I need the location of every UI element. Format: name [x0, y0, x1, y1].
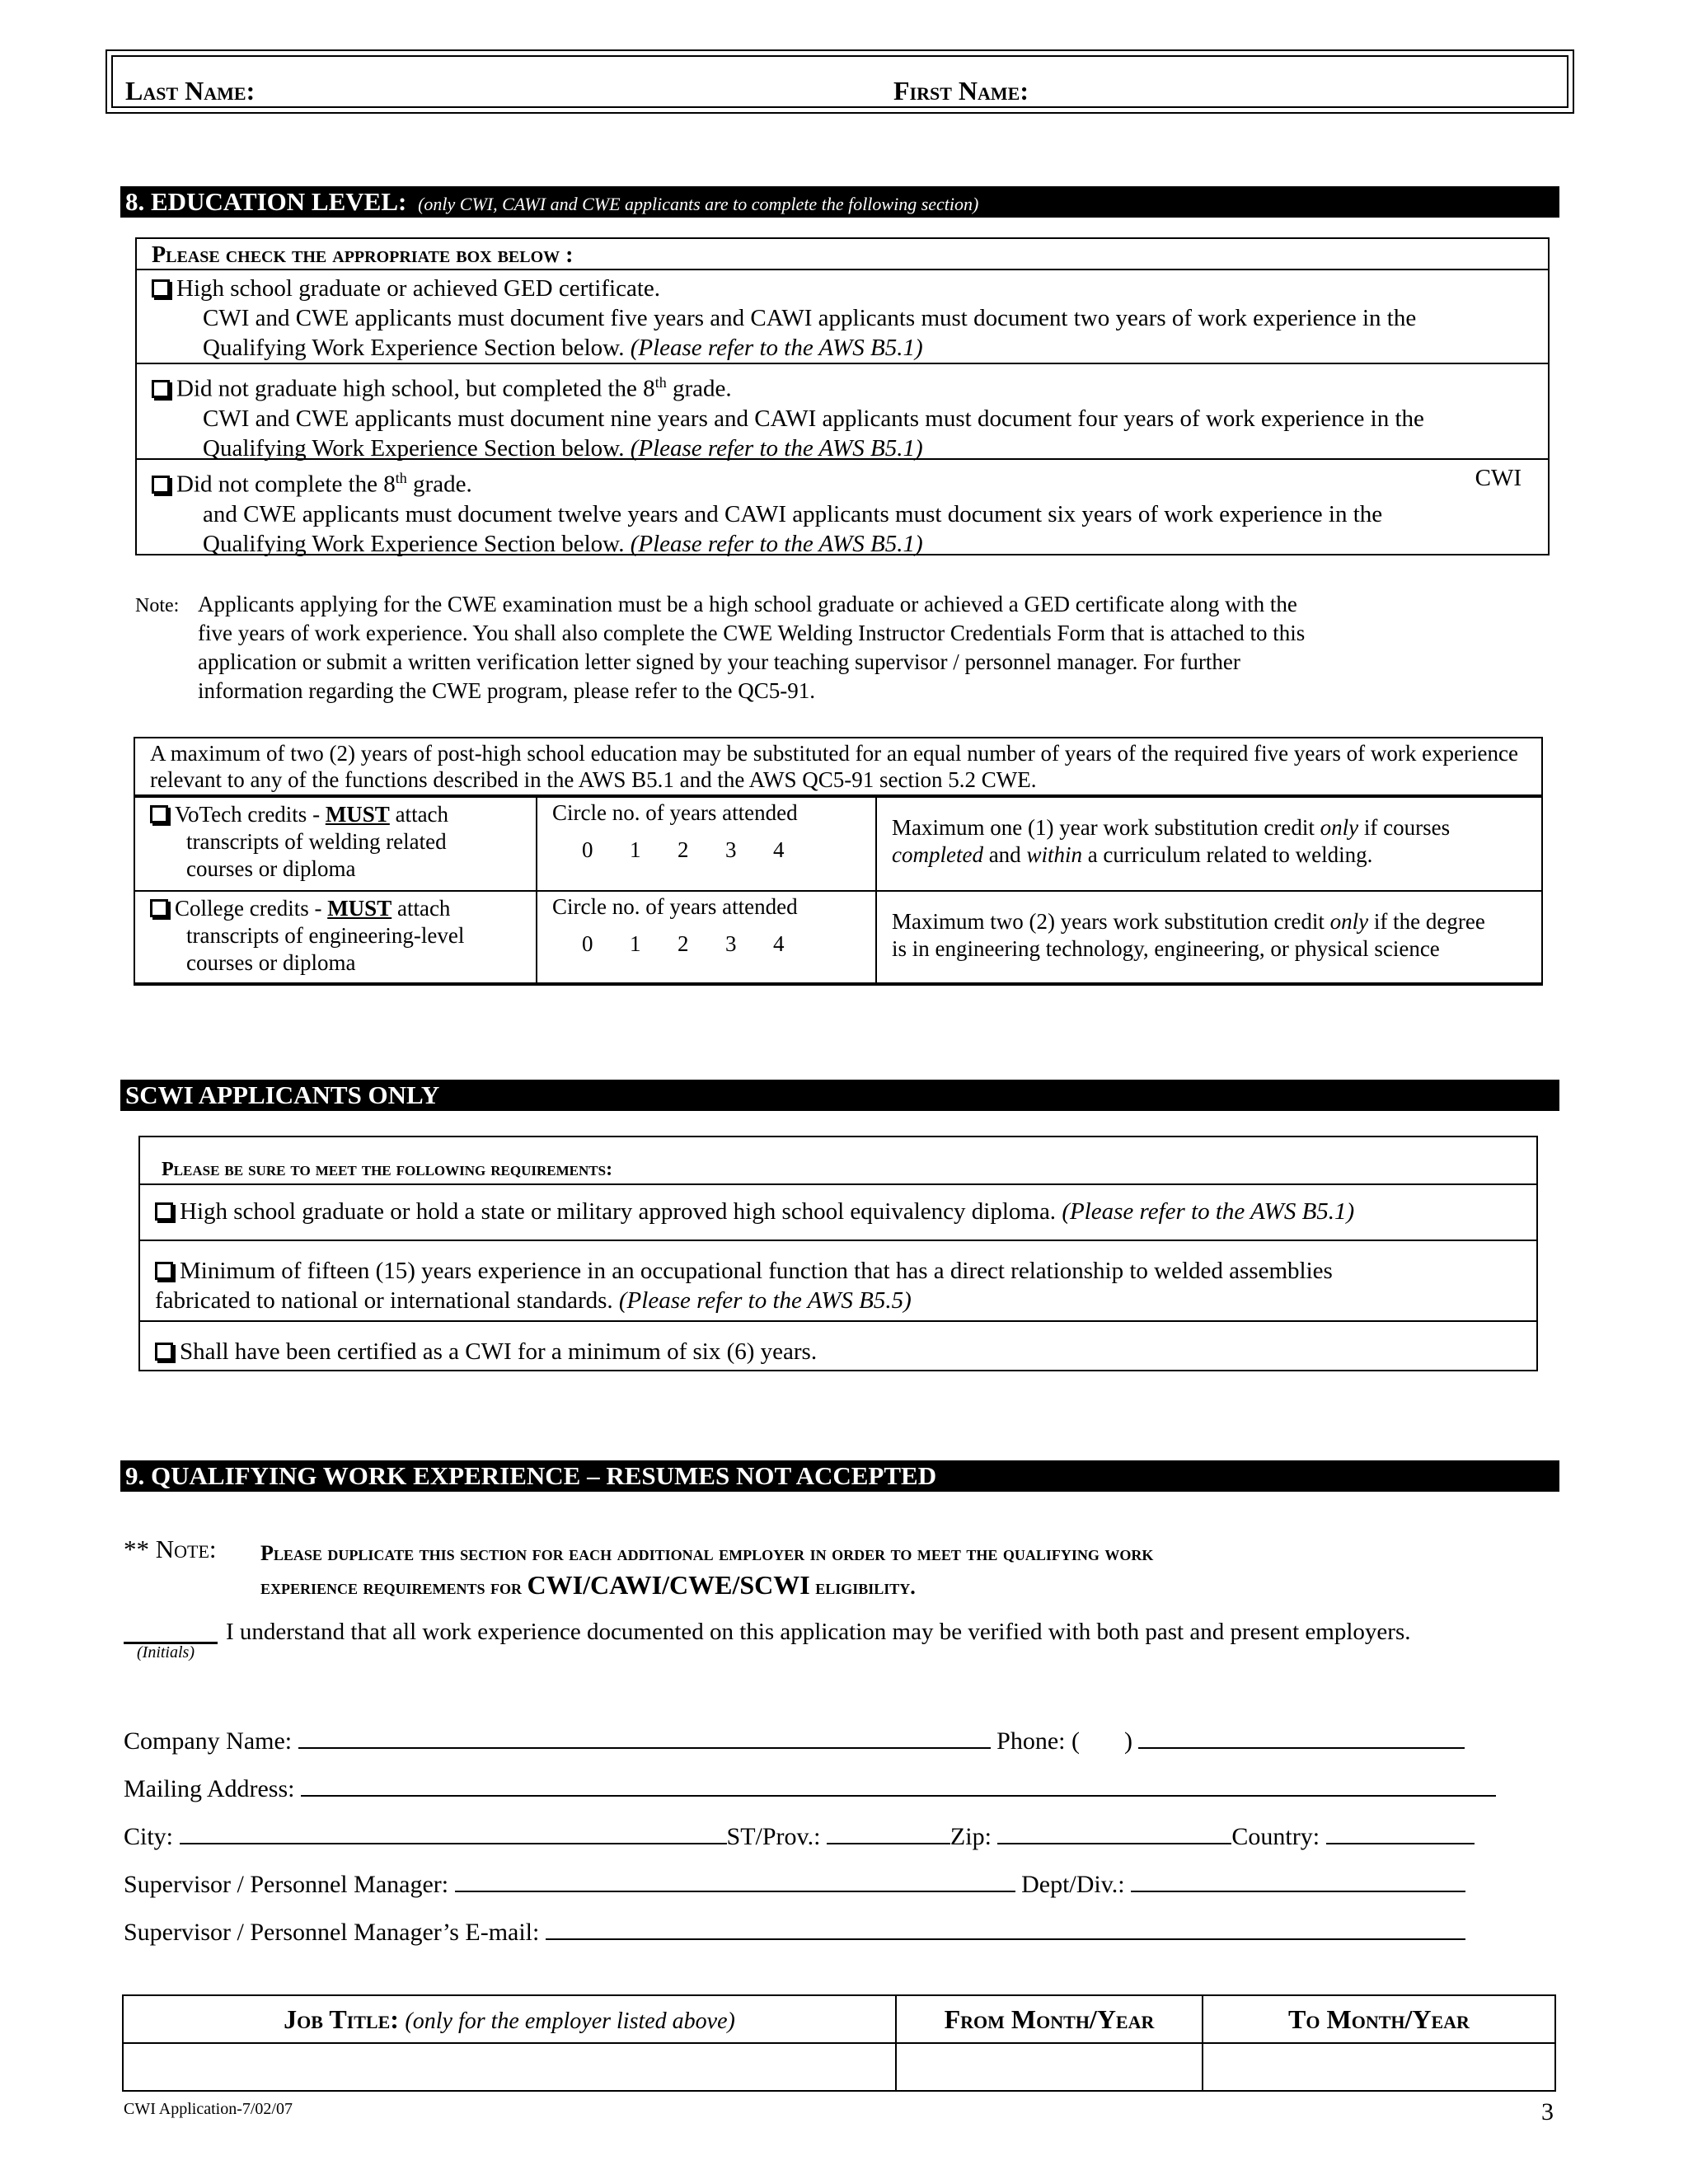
- education-section-heading: [120, 186, 1559, 218]
- credit-label-line: courses or diploma: [186, 950, 356, 975]
- mailing-input[interactable]: [301, 1774, 1496, 1797]
- note-label: Note:: [135, 595, 180, 616]
- option-line: Qualifying Work Experience Section below.: [203, 530, 625, 557]
- to-cell[interactable]: [1203, 2043, 1555, 2091]
- phone-label: Phone: (: [996, 1727, 1080, 1755]
- option-ref: (Please refer to the AWS B5.1): [630, 434, 923, 462]
- phone-input[interactable]: [1138, 1726, 1465, 1749]
- work-note: [124, 1535, 217, 1564]
- company-input[interactable]: [298, 1726, 991, 1749]
- note-line: information regarding the CWE program, please refer to the QC5-91.: [198, 678, 815, 703]
- checkbox-icon[interactable]: [155, 1343, 173, 1361]
- option-title: High school graduate or achieved GED certificate.: [176, 275, 660, 302]
- credit-label: VoTech credits -: [175, 802, 326, 827]
- scwi-item-2: [140, 1241, 1536, 1322]
- email-label: Supervisor / Personnel Manager’s E-mail:: [124, 1919, 540, 1946]
- city-label: City:: [124, 1823, 174, 1850]
- city-input[interactable]: [180, 1821, 727, 1844]
- supervisor-row: [124, 1869, 1465, 1899]
- page-number: 3: [1541, 2098, 1554, 2125]
- last-name-label: Last Name:: [125, 76, 256, 105]
- education-option-1: [137, 270, 1548, 364]
- check-label: Please check the appropriate box below :: [137, 239, 1548, 270]
- company-row: [124, 1726, 1465, 1755]
- education-note: [135, 590, 1305, 705]
- option-sup: th: [654, 374, 667, 391]
- year-option[interactable]: 2: [678, 837, 689, 862]
- option-line: and CWE applicants must document twelve years and CAWI applicants must document six years of work experience in the: [203, 500, 1383, 527]
- zip-input[interactable]: [997, 1821, 1231, 1844]
- scwi-item-ref: (Please refer to the AWS B5.1): [1062, 1198, 1355, 1225]
- scwi-requirements-box: [138, 1136, 1538, 1371]
- desc-text: Maximum two (2) years work substitution credit: [892, 909, 1330, 934]
- st-label: ST/Prov.:: [726, 1823, 821, 1850]
- dept-input[interactable]: [1131, 1869, 1465, 1892]
- year-option[interactable]: 1: [630, 931, 641, 956]
- to-header: To Month/Year: [1288, 2004, 1470, 2034]
- work-note-text: [260, 1538, 1153, 1603]
- work-note-label: ** Note:: [124, 1535, 217, 1563]
- scwi-item-text: High school graduate or hold a state or military approved high school equivalency diploma.: [180, 1198, 1057, 1225]
- desc-within: within: [1026, 842, 1082, 867]
- desc-text: is in engineering technology, engineering, or physical science: [892, 936, 1440, 961]
- desc-completed: completed: [892, 842, 983, 867]
- form-id: CWI Application-7/02/07: [124, 2100, 293, 2118]
- option-line: Qualifying Work Experience Section below.: [203, 434, 625, 462]
- credit-label-post: attach: [392, 896, 451, 921]
- name-header-box: [106, 49, 1574, 114]
- option-line: CWI and CWE applicants must document nine years and CAWI applicants must document four years of work experience in the: [203, 405, 1424, 432]
- work-note-line: experience requirements for: [260, 1575, 528, 1599]
- table-row: [134, 891, 1542, 983]
- st-input[interactable]: [827, 1821, 950, 1844]
- credit-label-line: transcripts of welding related: [186, 829, 447, 854]
- scwi-item-1: [140, 1185, 1536, 1241]
- education-heading-note: (only CWI, CAWI and CWE applicants are to complete the following section): [418, 194, 979, 214]
- note-line: five years of work experience. You shall also complete the CWE Welding Instructor Credentials Form that is attached to this: [198, 621, 1306, 645]
- table-row: [123, 1995, 1555, 2043]
- note-line: application or submit a written verification letter signed by your teaching supervisor / personnel manager. For further: [198, 649, 1240, 674]
- company-label: Company Name:: [124, 1727, 293, 1755]
- supervisor-label: Supervisor / Personnel Manager:: [124, 1871, 449, 1898]
- checkbox-icon[interactable]: [155, 1262, 173, 1280]
- scwi-item-text: fabricated to national or international standards.: [155, 1287, 613, 1314]
- year-option[interactable]: 4: [773, 931, 785, 956]
- desc-only: only: [1320, 815, 1359, 840]
- substitution-intro: A maximum of two (2) years of post-high school education may be substituted for an equal number of years of the required five years of work experience relevant to any of the functions described in the AWS B5.1 and the AWS QC5-91 section 5.2 CWE.: [135, 738, 1541, 796]
- education-option-3: [137, 460, 1548, 559]
- option-sup: th: [395, 470, 407, 486]
- education-option-2: [137, 364, 1548, 460]
- option-line: Qualifying Work Experience Section below.: [203, 335, 625, 361]
- checkbox-icon[interactable]: [152, 279, 170, 298]
- credit-label-post: attach: [389, 802, 449, 827]
- job-title-note: (only for the employer listed above): [405, 2008, 735, 2034]
- mailing-row: [124, 1774, 1496, 1803]
- year-option[interactable]: 3: [725, 931, 737, 956]
- city-row: [124, 1821, 1475, 1851]
- desc-text: and: [982, 842, 1027, 867]
- year-option[interactable]: 0: [582, 837, 593, 862]
- desc-text: a curriculum related to welding.: [1081, 842, 1373, 867]
- credit-label-line: courses or diploma: [186, 856, 356, 881]
- work-section-heading: [120, 1460, 1559, 1492]
- dept-label: Dept/Div.:: [1021, 1871, 1125, 1898]
- country-input[interactable]: [1326, 1821, 1475, 1844]
- scwi-heading-text: SCWI APPLICANTS ONLY: [125, 1080, 440, 1109]
- option-right-text: CWI: [1475, 465, 1522, 491]
- year-option[interactable]: 0: [582, 931, 593, 956]
- option-ref: (Please refer to the AWS B5.1): [630, 335, 923, 361]
- scwi-req-label: Please be sure to meet the following requirements:: [162, 1159, 613, 1180]
- option-title: Did not graduate high school, but completed the 8: [176, 375, 655, 402]
- year-option[interactable]: 1: [630, 837, 641, 862]
- year-option[interactable]: 4: [773, 837, 785, 862]
- from-header: From Month/Year: [944, 2004, 1155, 2034]
- checkbox-icon[interactable]: [155, 1202, 173, 1221]
- work-note-line: Please duplicate this section for each additional employer in order to meet the qualifying work: [260, 1541, 1154, 1565]
- must-text: MUST: [327, 896, 392, 921]
- table-row: [123, 2043, 1555, 2091]
- work-note-line: eligibility.: [809, 1575, 916, 1599]
- scwi-item-text: Shall have been certified as a CWI for a minimum of six (6) years.: [180, 1338, 818, 1365]
- desc-text: Maximum one (1) year work substitution credit: [892, 815, 1320, 840]
- desc-text: if courses: [1358, 815, 1451, 840]
- option-title-post: grade.: [666, 375, 732, 402]
- email-row: [124, 1917, 1465, 1947]
- option-title-post: grade.: [406, 471, 472, 498]
- substitution-box: [134, 737, 1543, 986]
- table-row: [134, 797, 1542, 891]
- first-name-label: First Name:: [893, 76, 1029, 105]
- education-heading-text: 8. EDUCATION LEVEL:: [125, 187, 407, 216]
- work-note-big: CWI/CAWI/CWE/SCWI: [527, 1570, 810, 1600]
- checkbox-icon[interactable]: [150, 899, 168, 917]
- from-cell[interactable]: [896, 2043, 1203, 2091]
- checkbox-icon[interactable]: [150, 805, 168, 823]
- credit-label: College credits -: [175, 896, 328, 921]
- scwi-section-heading: [120, 1080, 1559, 1111]
- initials-label: (Initials): [137, 1643, 195, 1661]
- must-text: MUST: [325, 802, 390, 827]
- scwi-item-ref: (Please refer to the AWS B5.5): [618, 1287, 912, 1314]
- job-table: [122, 1994, 1556, 2092]
- education-options-box: [135, 237, 1550, 555]
- checkbox-icon[interactable]: [152, 380, 170, 398]
- job-title-cell[interactable]: [123, 2043, 896, 2091]
- work-heading-text: 9. QUALIFYING WORK EXPERIENCE – RESUMES NOT ACCEPTED: [125, 1461, 937, 1490]
- job-title-header: Job Title:: [284, 2004, 399, 2034]
- year-option[interactable]: 2: [678, 931, 689, 956]
- mailing-label: Mailing Address:: [124, 1775, 295, 1802]
- country-label: Country:: [1231, 1823, 1320, 1850]
- option-line: CWI and CWE applicants must document five years and CAWI applicants must document two years of work experience in the: [203, 305, 1417, 331]
- substitution-table: [134, 796, 1543, 984]
- understand-text: I understand that all work experience documented on this application may be verified with both past and present employers.: [226, 1619, 1411, 1645]
- phone-close: ): [1123, 1727, 1132, 1755]
- desc-text: if the degree: [1368, 909, 1485, 934]
- desc-only: only: [1329, 909, 1369, 934]
- option-ref: (Please refer to the AWS B5.1): [630, 530, 923, 557]
- checkbox-icon[interactable]: [152, 476, 170, 494]
- scwi-item-text: Minimum of fifteen (15) years experience in an occupational function that has a direct relationship to welded assemblies: [180, 1258, 1333, 1284]
- year-option[interactable]: 3: [725, 837, 737, 862]
- scwi-item-3: [140, 1322, 1536, 1366]
- credit-label-line: transcripts of engineering-level: [186, 923, 465, 948]
- circle-years-label: Circle no. of years attended: [552, 894, 798, 919]
- supervisor-input[interactable]: [455, 1869, 1015, 1892]
- zip-label: Zip:: [950, 1823, 992, 1850]
- note-line: Applicants applying for the CWE examination must be a high school graduate or achieved a GED certificate along with the: [198, 592, 1297, 616]
- circle-years-label: Circle no. of years attended: [552, 800, 798, 825]
- email-input[interactable]: [546, 1917, 1465, 1940]
- option-title: Did not complete the 8: [176, 471, 396, 498]
